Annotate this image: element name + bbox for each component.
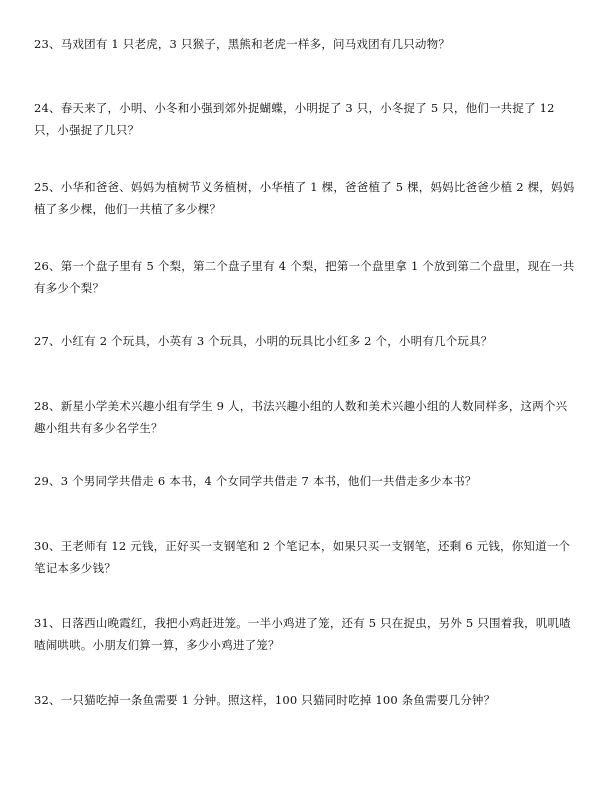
problem-25: 25、小华和爸爸、妈妈为植树节义务植树，小华植了 1 棵，爸爸植了 5 棵，妈妈比爸爸少植 2 棵，妈妈植了多少棵，他们一共植了多少棵？ xyxy=(34,180,575,216)
problem-31: 31、日落西山晚霞红，我把小鸡赶进笼。一半小鸡进了笼，还有 5 只在捉虫，另外 5 只围着我，叽叽喳喳闹哄哄。小朋友们算一算，多少小鸡进了笼？ xyxy=(34,616,571,652)
problem-28: 28、新星小学美术兴趣小组有学生 9 人，书法兴趣小组的人数和美术兴趣小组的人数同样多，这两个兴趣小组共有多少名学生？ xyxy=(34,399,568,435)
problem-26: 26、第一个盘子里有 5 个梨，第二个盘子里有 4 个梨，把第一个盘里拿 1 个放到第二个盘里，现在一共有多少个梨？ xyxy=(34,259,575,295)
problem-30: 30、王老师有 12 元钱，正好买一支钢笔和 2 个笔记本，如果只买一支钢笔，还剩 6 元钱，你知道一个笔记本多少钱？ xyxy=(34,539,571,575)
problem-24: 24、春天来了，小明、小冬和小强到郊外捉蝴蝶，小明捉了 3 只，小冬捉了 5 只，他们一共捉了 12 只，小强捉了几只？ xyxy=(34,101,555,137)
problem-23: 23、马戏团有 1 只老虎，3 只猴子，黑熊和老虎一样多，问马戏团有几只动物？ xyxy=(34,37,451,51)
problem-29: 29、3 个男同学共借走 6 本书，4 个女同学共借走 7 本书，他们一共借走多少本书？ xyxy=(34,474,477,488)
problem-27: 27、小红有 2 个玩具，小英有 3 个玩具，小明的玩具比小红多 2 个，小明有几个玩具？ xyxy=(34,334,493,348)
problem-32: 32、一只猫吃掉一条鱼需要 1 分钟。照这样，100 只猫同时吃掉 100 条鱼需要几分钟？ xyxy=(34,693,496,707)
